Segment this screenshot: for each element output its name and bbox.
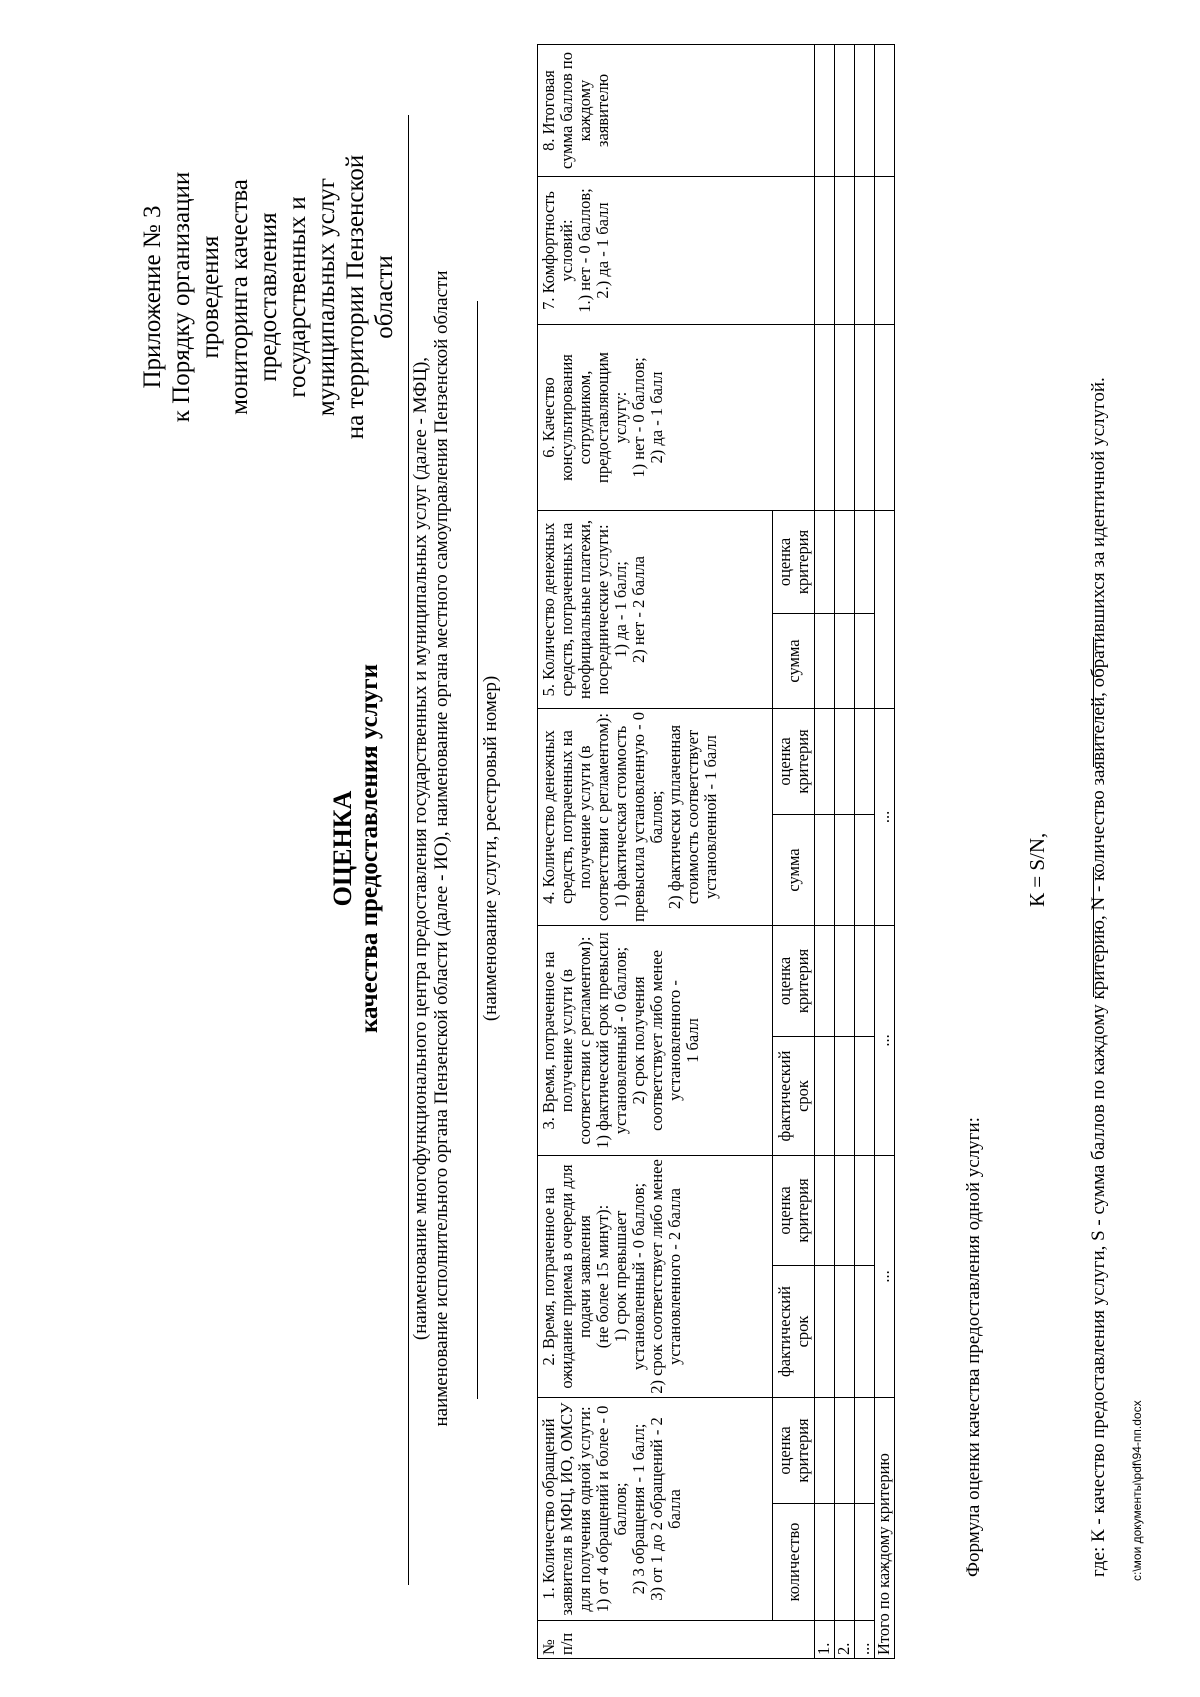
- footer-file-path: c:\мои документы\pdf\94-пп.docx: [1130, 1400, 1144, 1581]
- document-title: ОЦЕНКА: [328, 790, 357, 907]
- header-row: [538, 44, 773, 1658]
- appendix-line: к Порядку организации проведения: [168, 171, 224, 423]
- criterion-6-header: 6. Качество консультирования сотрудником, предоставляющим услугу: 1) нет - 0 баллов; 2) да - 1 балл: [538, 324, 815, 510]
- criterion-4-header: 4. Количество денежных средств, потраченных на получение услуги (в соответствии с регламентом): 1) фактическая стоимость превысила установленную - 0 баллов; 2) фактически уплаченная стоимость соответствует установленной - 1 балл: [538, 708, 773, 925]
- sub-sum: сумма: [773, 814, 815, 925]
- evaluation-table: [537, 44, 895, 1659]
- num-header: № п/п: [538, 1621, 815, 1659]
- fill-in-line-service: [477, 301, 478, 1399]
- criterion-1-header: 1. Количество обращений заявителя в МФЦ, ИО, ОМСУ для получения одной услуги: 1) от 4 обращений и более - 0 баллов; 2) 3 обращения - 1 балл; 3) от 1 до 2 обращений - 2 балла: [538, 1397, 773, 1620]
- total-ellipsis: ...: [875, 708, 895, 925]
- appendix-line: государственных и муниципальных услуг: [284, 177, 340, 417]
- sub-count: количество: [773, 1504, 815, 1621]
- document-subtitle: качества предоставления услуги: [356, 663, 383, 1034]
- sub-score: оценка критерия: [773, 1155, 815, 1265]
- caption-service: (наименование услуги, реестровый номер): [480, 675, 501, 1022]
- caption-line: (наименование многофункционального центра предоставления государственных и муниципальных услуг (далее - МФЦ),: [410, 356, 431, 1341]
- sub-score: оценка критерия: [773, 1397, 815, 1503]
- formula-legend: где: К - качество предоставления услуги, S - сумма баллов по каждому критерию, N - количество заявителей, обратившихся за идентичной услугой.: [1088, 377, 1109, 1577]
- table-row: [835, 44, 855, 1658]
- total-label: Итого по каждому критерию: [875, 1397, 895, 1658]
- row-number: ...: [855, 1621, 875, 1659]
- sub-score: оценка критерия: [773, 708, 815, 814]
- criterion-3-header: 3. Время, потраченное на получение услуги (в соответствии с регламентом): 1) фактический срок превысил установленный - 0 баллов; 2) срок получения соответствует либо менее установленного - 1 балл: [538, 925, 773, 1155]
- caption-organization: [410, 0, 452, 1697]
- separator-line: [1093, 867, 1094, 997]
- criterion-8-header: 8. Итоговая сумма баллов по каждому заявителю: [538, 44, 815, 176]
- total-row: [875, 44, 895, 1658]
- criterion-2-header: 2. Время, потраченное на ожидание приема в очереди для подачи заявления (не более 15 минут): 1) срок превышает установленный - 0 баллов; 2) срок соответствует либо менее установленного - 2 балла: [538, 1155, 773, 1397]
- sub-actual-time: фактический срок: [773, 1036, 815, 1155]
- sub-sum: сумма: [773, 613, 815, 708]
- appendix-line: Приложение № 3: [139, 205, 166, 389]
- total-ellipsis: ...: [875, 925, 895, 1155]
- table-row: [815, 44, 835, 1658]
- formula: К = S/N,: [1025, 832, 1049, 907]
- table-row: [855, 44, 875, 1658]
- criterion-7-header: 7. Комфортность условий: 1.) нет - 0 баллов; 2.) да - 1 балл: [538, 176, 815, 324]
- sub-actual-time: фактический срок: [773, 1265, 815, 1397]
- total-ellipsis: ...: [875, 1155, 895, 1397]
- sub-score: оценка критерия: [773, 925, 815, 1036]
- row-number: 1.: [815, 1621, 835, 1659]
- appendix-line: на территории Пензенской области: [342, 154, 398, 440]
- formula-label: Формула оценки качества предоставления одной услуги:: [963, 1117, 984, 1577]
- caption-line: наименование исполнительного органа Пензенской области (далее - ИО), наименование органа местного самоуправления Пензенской области: [431, 270, 452, 1427]
- separator-line: [1093, 637, 1094, 767]
- sub-score: оценка критерия: [773, 510, 815, 613]
- criterion-5-header: 5. Количество денежных средств, потраченных на неофициальные платежи, посреднические услуги: 1) да - 1 балл; 2) нет - 2 балла: [538, 510, 773, 708]
- appendix-line: мониторинга качества предоставления: [226, 179, 282, 415]
- fill-in-line-organization: [408, 115, 409, 1585]
- row-number: 2.: [835, 1621, 855, 1659]
